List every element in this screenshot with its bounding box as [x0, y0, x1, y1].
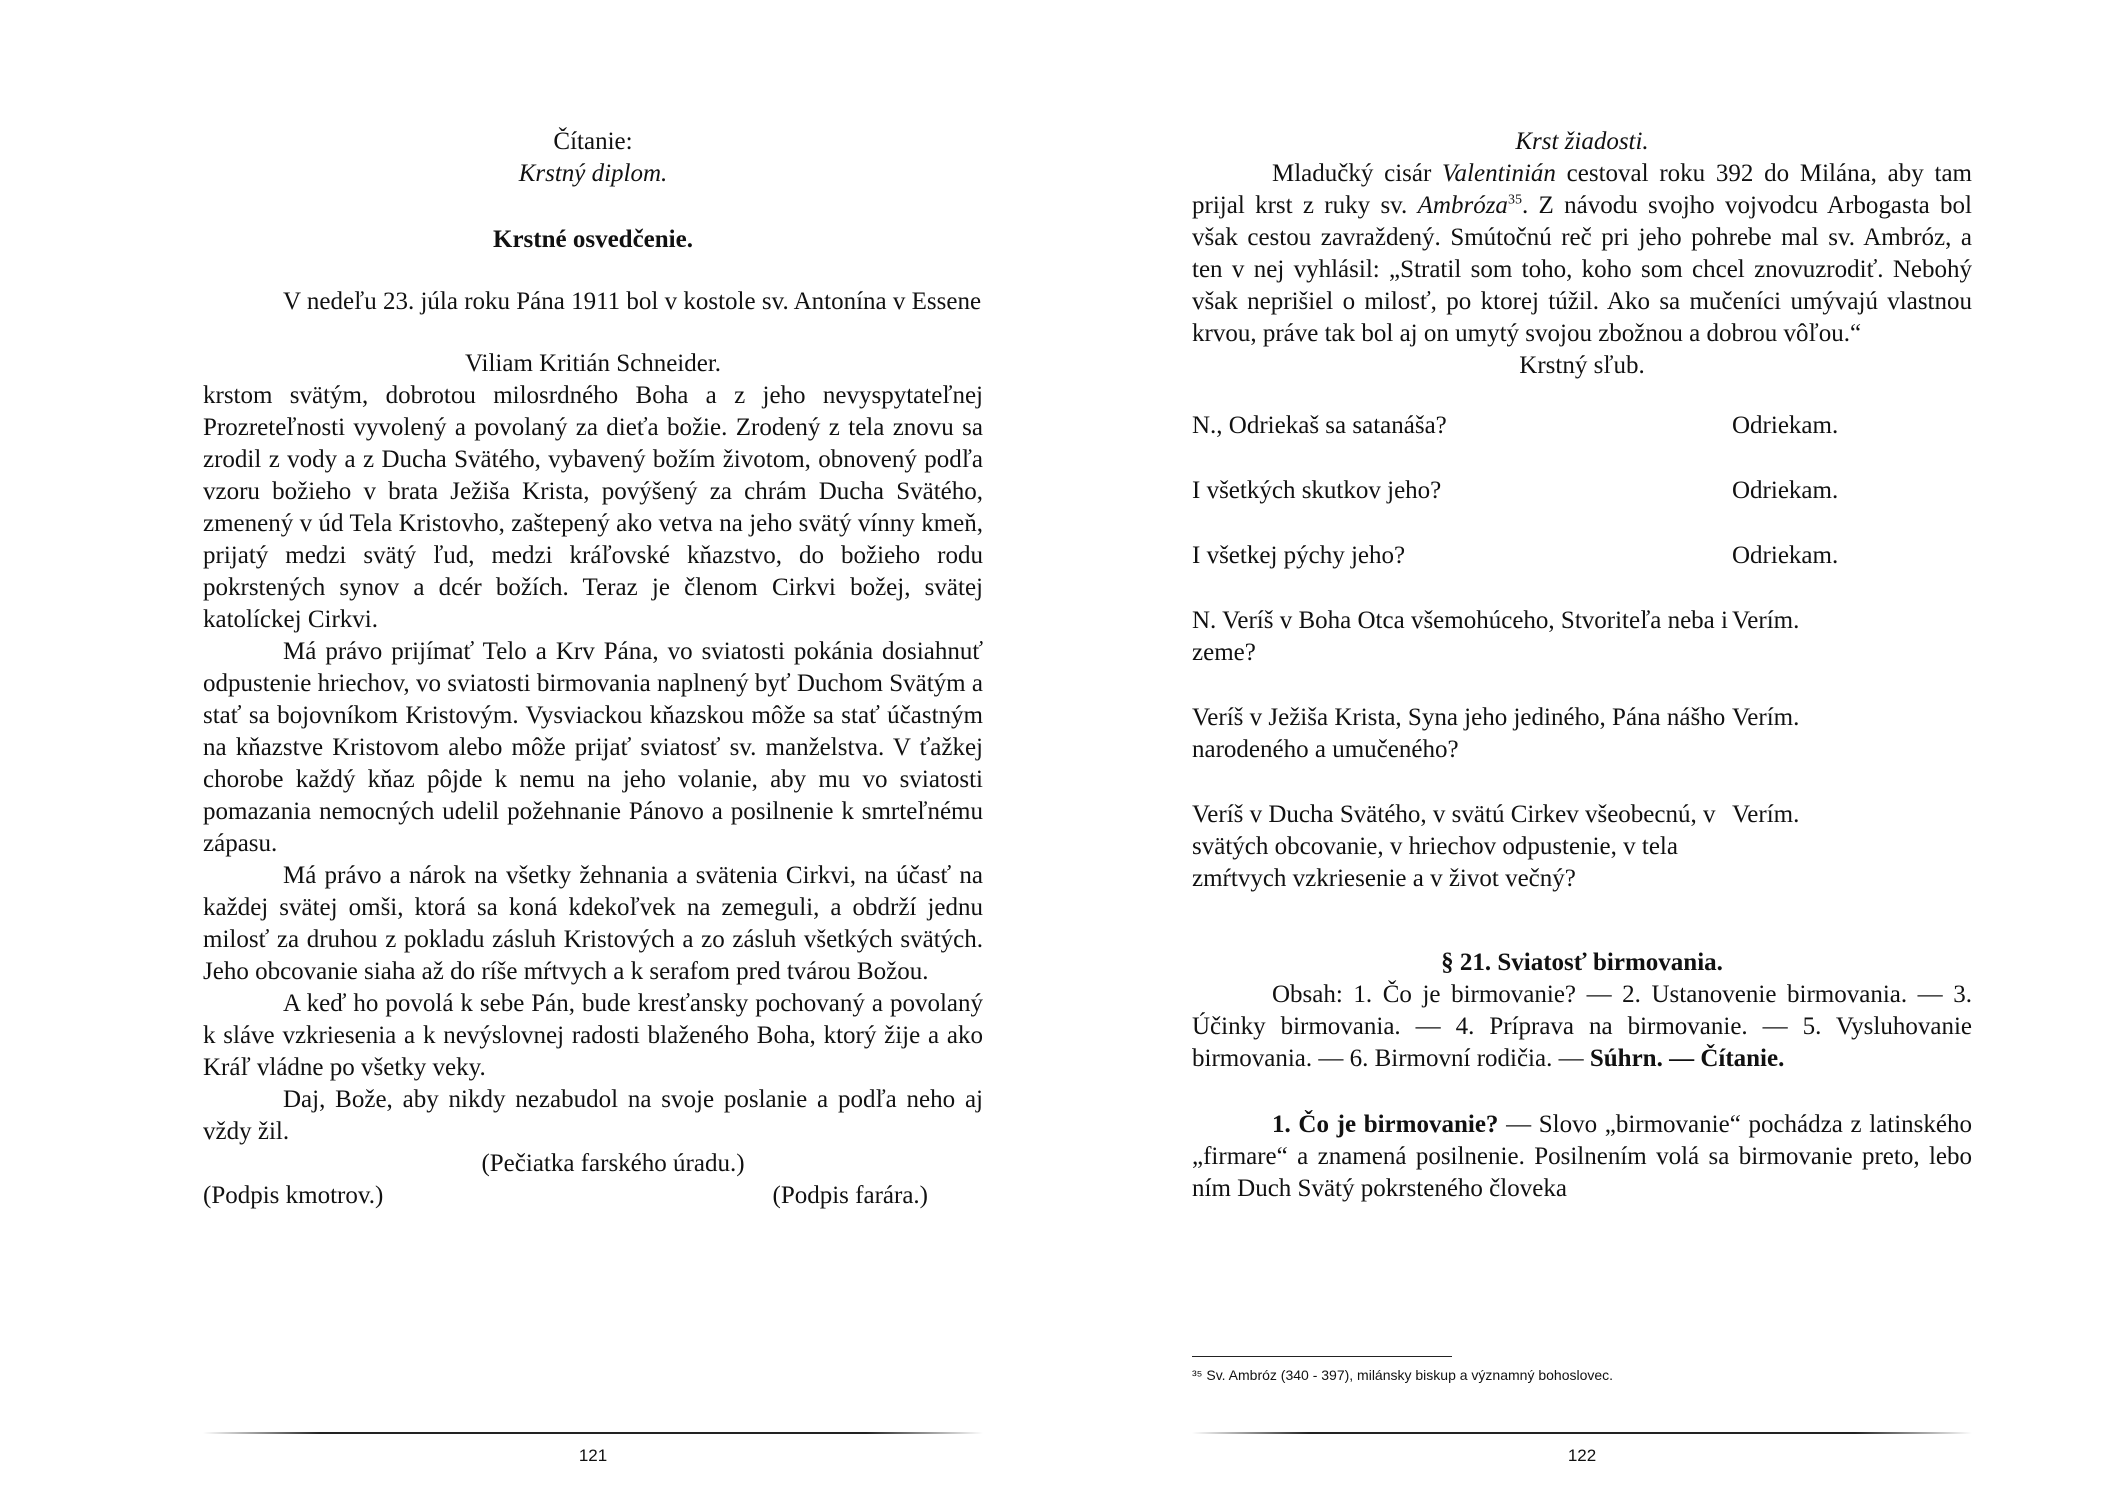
vow-row [1192, 410, 1972, 442]
baptized-name: Viliam Kritián Schneider. [464, 350, 722, 377]
priest-signature: (Podpis farára.) [772, 1182, 928, 1209]
section-heading: § 21. Sviatosť birmovania. [1441, 949, 1723, 976]
vow-answer: Verím. [1732, 801, 1800, 828]
story-title: Krst žiadosti. [1515, 128, 1649, 155]
vow-answer: Odriekam. [1732, 542, 1839, 569]
vow-question: Veríš v Ducha Svätého, v svätú Cirkev všeobecnú, v svätých obcovanie, v hriechov odpustenie, v tela zmŕtvych vzkriesenie a v život večný? [1192, 801, 1716, 892]
vow-row [1192, 605, 1972, 669]
vow-row [1192, 475, 1972, 507]
vow-question: I všetkých skutkov jeho? [1192, 477, 1442, 504]
signature-row [203, 1180, 983, 1212]
vow-question: I všetkej pýchy jeho? [1192, 542, 1406, 569]
vow-question: N. Veríš v Boha Otca všemohúceho, Stvoriteľa neba i zeme? [1192, 607, 1728, 666]
footnote-ref: 35 [1507, 192, 1522, 208]
godparents-signature: (Podpis kmotrov.) [203, 1182, 384, 1209]
left-page [203, 0, 983, 1212]
vow-question: N., Odriekaš sa satanáša? [1192, 412, 1447, 439]
story-paragraph: Mladučký cisár Valentinián cestoval roku 392 do Milána, aby tam prijal krst z ruky sv. Ambróza$^{35}$. Z návodu svojho vojvodcu Arbogasta bol však cestou zavraždený. Smútočnú reč pri jeho pohrebe mal sv. Ambróz, a ten v nej vyhlásil: „Stratil som toho, koho som chcel znovuzrodiť. Nebohý však neprišiel o milosť, po ktorej túžil. Ako sa mučeníci umývajú vlastnou krvou, práve tak bol aj on umytý svojou zbožnou a dobrou vôľou.“ [1192, 160, 1972, 347]
footer-rule [203, 1432, 983, 1434]
seal-note: (Pečiatka farského úradu.) [481, 1150, 745, 1177]
paragraph: Daj, Bože, aby nikdy nezabudol na svoje poslanie a podľa neho aj vždy žil. [203, 1086, 983, 1145]
vow-row [1192, 799, 1972, 895]
vow-question: Veríš v Ježiša Krista, Syna jeho jediného, Pána nášho narodeného a umučeného? [1192, 704, 1726, 763]
vow-row [1192, 702, 1972, 766]
intro-paragraph: V nedeľu 23. júla roku Pána 1911 bol v kostole sv. Antonína v Essene [283, 288, 982, 315]
reading-label: Čítanie: [553, 128, 633, 155]
vow-answer: Verím. [1732, 607, 1800, 634]
paragraph: Má právo prijímať Telo a Krv Pána, vo sviatosti pokánia dosiahnuť odpustenie hriechov, vo sviatosti birmovania naplnený byť Duchom Svätým a stať sa bojovníkom Kristovým. Vysviackou kňazskou môže sa stať účastným na kňazstve Kristovom alebo môže prijať sviatosť sv. manželstva. V ťažkej chorobe každý kňaz pôjde k nemu na jeho volanie, aby mu vo sviatosti pomazania nemocných udelil požehnanie Pánovo a posilnenie k smrteľnému zápasu. [203, 638, 983, 857]
page-number: 121 [578, 1446, 608, 1465]
paragraph: A keď ho povolá k sebe Pán, bude kresťansky pochovaný a povolaný k sláve vzkriesenia a k nevýslovnej radosti blaženého Boha, ktorý žije a ako Kráľ vládne po všetky veky. [203, 990, 983, 1081]
vow-answer: Odriekam. [1732, 412, 1839, 439]
paragraph: Má právo a nárok na všetky žehnania a svätenia Cirkvi, na účasť na každej svätej omši, ktorá sa koná kdekoľvek na zemeguli, a obdrží jednu milosť za druhou z pokladu zásluh Kristových a zo zásluh všetkých svätých. Jeho obcovanie siaha až do ríše mŕtvych a k serafom pred tvárou Božou. [203, 862, 983, 985]
document-heading: Krstné osvedčenie. [493, 226, 693, 253]
footnote: ³⁵ Sv. Ambróz (340 - 397), milánsky biskup a významný bohoslovec. [1192, 1367, 1614, 1383]
right-page [1192, 0, 1972, 1205]
paragraph: krstom svätým, dobrotou milosrdného Boha a z jeho nevyspytateľnej Prozreteľnosti vyvolený a povolaný za dieťa božie. Zrodený z tela znovu sa zrodil z vody a z Ducha Svätého, vybavený božím životom, obnovený podľa vzoru božieho v brata Ježiša Krista, povýšený za chrám Ducha Svätého, zmenený v úd Tela Kristovho, zaštepený ako vetva na jeho svätý vínny kmeň, prijatý medzi svätý ľud, medzi kráľovské kňazstvo, do božieho rodu pokrstených synov a dcér božích. Teraz je členom Cirkvi božej, svätej katolíckej Cirkvi. [203, 382, 983, 633]
reading-title: Krstný diplom. [518, 160, 668, 187]
vow-answer: Odriekam. [1732, 477, 1839, 504]
question-paragraph: 1. Čo je birmovanie? — Slovo „birmovanie“ pochádza z latinského „firmare“ a znamená posilnenie. Posilnením volá sa birmovanie preto, lebo ním Duch Svätý pokrsteného človeka [1192, 1111, 1972, 1202]
contents-paragraph: Obsah: 1. Čo je birmovanie? — 2. Ustanovenie birmovania. — 3. Účinky birmovania. — 4. Príprava na birmovanie. — 5. Vysluhovanie birmovania. — 6. Birmovní rodičia. — Súhrn. — Čítanie. [1192, 981, 1972, 1072]
page-number: 122 [1567, 1446, 1597, 1465]
vow-row [1192, 540, 1972, 572]
footnote-rule [1192, 1356, 1452, 1357]
vow-answer: Verím. [1732, 704, 1800, 731]
footer-rule [1192, 1432, 1972, 1434]
vow-title: Krstný sľub. [1519, 352, 1645, 379]
